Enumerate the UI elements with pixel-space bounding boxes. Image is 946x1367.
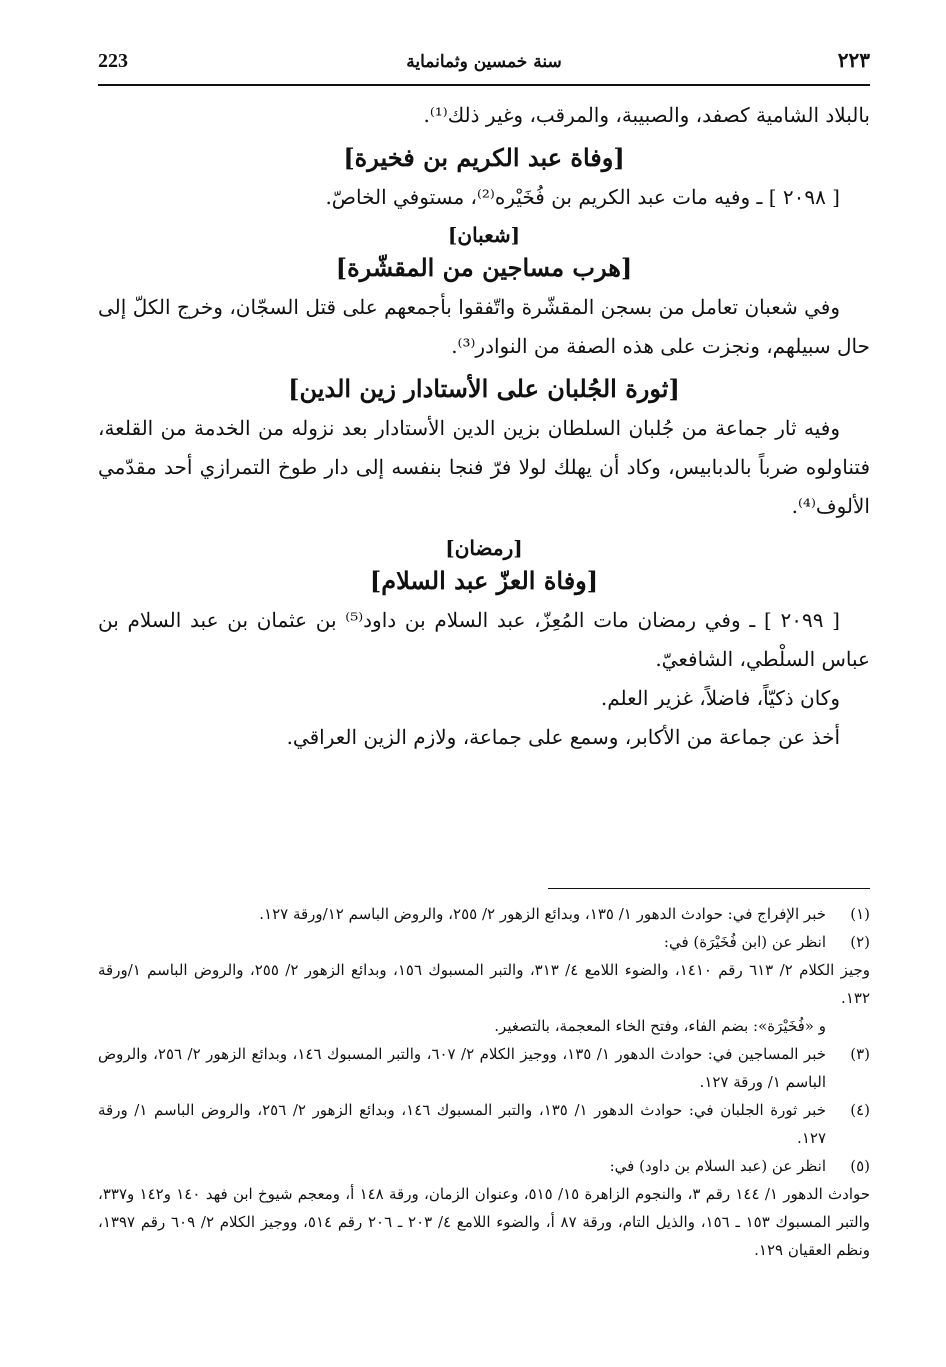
page-number-latin: 223: [98, 50, 128, 72]
footnotes: [98, 900, 870, 1264]
footnote-text: انظر عن (عبد السلام بن داود) في:: [609, 1157, 826, 1175]
footnote: [98, 928, 870, 956]
footnote-separator: [548, 888, 870, 889]
footnote-number: (٣): [850, 1045, 870, 1063]
footnote-number: (١): [850, 905, 870, 923]
footnote-text: انظر عن (ابن فُخَيْرَة) في:: [663, 933, 826, 951]
footnote: [98, 1152, 870, 1180]
paragraph: وفيه ثار جماعة من جُلبان السلطان بزين الدين الأستادار بعد نزوله من الخدمة من القلعة، فتناولوه ضرباً بالدبابيس، وكاد أن يهلك لولا فرّ فنجا بنفسه إلى دار طوخ التمرازي أحد مقدّمي الألوف⁽⁴⁾.: [98, 416, 871, 518]
footnote-continuation: حوادث الدهور ١/ ١٤٤ رقم ٣، والنجوم الزاهرة ١٥/ ٥١٥، وعنوان الزمان، ورقة ١٤٨ أ، ومعجم شيوخ ابن فهد ١٤٠ و١٤٢ و٣٣٧، والتبر المسبوك ١٥٣ ـ ١٥٦، والذيل التام، ورقة ٨٧ أ، والضوء اللامع ٤/ ٢٠٣ ـ ٢٠٦ رقم ٥١٤، ووجيز الكلام ٢/ ٦٠٩ رقم ١٣٩٧، ونظم العقيان ١٢٩.: [98, 1185, 871, 1259]
entry-paragraph: [ ٢٠٩٨ ] ـ وفيه مات عبد الكريم بن فُخَيْره⁽²⁾، مستوفي الخاصّ.: [325, 185, 840, 209]
entry-paragraph: [ ٢٠٩٩ ] ـ وفي رمضان مات المُعِزّ، عبد السلام بن داود⁽⁵⁾ بن عثمان بن عبد السلام بن عباس السلْطي، الشافعيّ.: [98, 608, 870, 671]
footnote: [98, 1096, 870, 1152]
month-heading: [رمضان]: [445, 536, 523, 560]
footnote-continuation: و «فُخَيْرَة»: بضم الفاء، وفتح الخاء المعجمة، بالتصغير.: [494, 1017, 826, 1035]
section-heading: [ثورة الجُلبان على الأستادار زين الدين]: [288, 374, 680, 403]
footnote-text: خبر الإفراج في: حوادث الدهور ١/ ١٣٥، وبدائع الزهور ٢/ ٢٥٥، والروض الباسم ١٢/ورقة ١٢٧.: [259, 905, 826, 923]
footnote-number: (٥): [850, 1157, 870, 1175]
running-title: سنة خمسين وثمانماية: [406, 52, 562, 72]
section-heading: [وفاة العزّ عبد السلام]: [369, 566, 599, 595]
paragraph: وفي شعبان تعامل من بسجن المقشّرة واتّفقوا بأجمعهم على قتل السجّان، وخرج الكلّ إلى حال سبيلهم، ونجزت على هذه الصفة من النوادر⁽³⁾.: [98, 295, 870, 358]
page-header: [98, 44, 870, 86]
footnote-continuation: وجيز الكلام ٢/ ٦١٣ رقم ١٤١٠، والضوء اللامع ٤/ ٣١٣، والتبر المسبوك ١٥٦، وبدائع الزهور ٢/ ٢٥٥، والروض الباسم ١/ورقة ١٣٢.: [98, 961, 871, 1007]
footnote: [98, 900, 870, 928]
main-text: [98, 96, 870, 757]
section-heading: [هرب مساجين من المقشّرة]: [335, 253, 633, 282]
footnote-text: خبر ثورة الجلبان في: حوادث الدهور ١/ ١٣٥، والتبر المسبوك ١٤٦، وبدائع الزهور ٢/ ٢٥٦، والروض الباسم ١/ ورقة ١٢٧.: [98, 1101, 826, 1147]
page-number-arabic: ٢٢٣: [837, 48, 870, 72]
footnote-number: (٤): [850, 1101, 870, 1119]
footnote-text: خبر المساجين في: حوادث الدهور ١/ ١٣٥، ووجيز الكلام ٢/ ٦٠٧، والتبر المسبوك ١٤٦، وبدائع الزهور ٢/ ٢٥٦، والروض الباسم ١/ ورقة ١٢٧.: [98, 1045, 826, 1091]
paragraph: وكان ذكيّاً، فاضلاً، غزير العلم.: [600, 686, 840, 710]
paragraph: أخذ عن جماعة من الأكابر، وسمع على جماعة، ولازم الزين العراقي.: [286, 725, 840, 749]
paragraph: بالبلاد الشامية كصفد، والصبيبة، والمرقب، وغير ذلك⁽¹⁾.: [423, 103, 870, 127]
section-heading: [وفاة عبد الكريم بن فخيرة]: [343, 143, 625, 172]
month-heading: [شعبان]: [447, 223, 521, 247]
footnote-number: (٢): [850, 933, 870, 951]
footnote: [98, 1040, 870, 1096]
